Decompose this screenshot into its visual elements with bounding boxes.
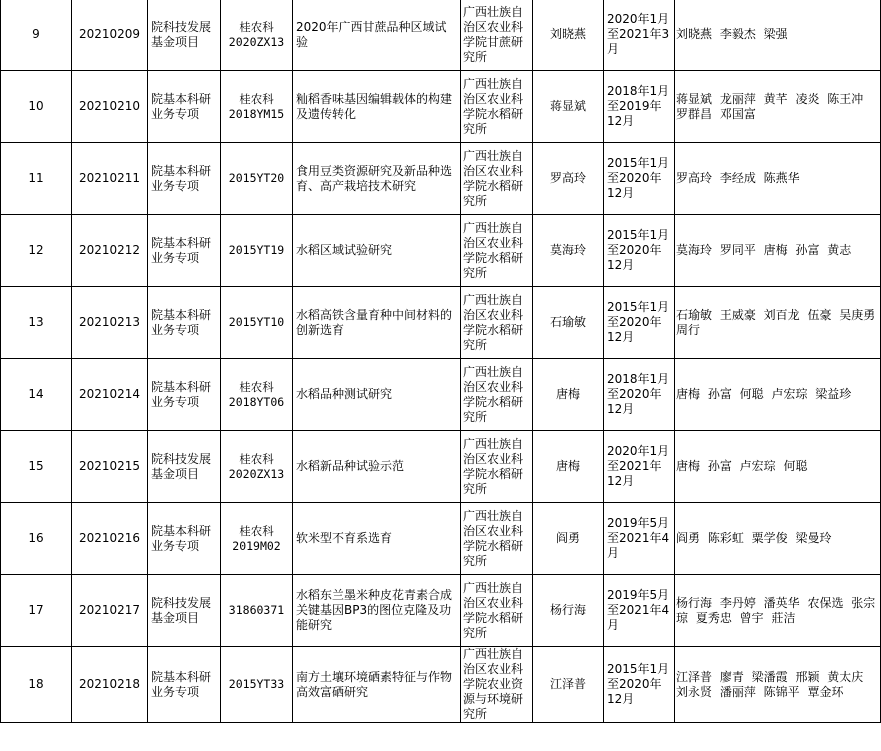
cell-number: 11 xyxy=(1,143,72,215)
table-row xyxy=(1,143,881,215)
cell-number: 10 xyxy=(1,71,72,143)
cell-project-code: 2015YT20 xyxy=(221,143,293,215)
cell-leader: 阎勇 xyxy=(533,503,604,575)
table-row xyxy=(1,287,881,359)
cell-period: 2015年1月至2020年12月 xyxy=(604,647,675,723)
cell-organization: 广西壮族自治区农业科学院水稻研究所 xyxy=(461,215,533,287)
cell-project-type: 院科技发展基金项目 xyxy=(148,0,221,71)
cell-project-type: 院基本科研业务专项 xyxy=(148,647,221,723)
cell-members: 杨行海 李丹婷 潘英华 农保选 张宗琼 夏秀忠 曾宇 莊洁 xyxy=(675,575,881,647)
table-row xyxy=(1,503,881,575)
cell-leader: 石瑜敏 xyxy=(533,287,604,359)
table-row xyxy=(1,71,881,143)
cell-record-id: 20210218 xyxy=(72,647,148,723)
cell-project-type: 院基本科研业务专项 xyxy=(148,287,221,359)
cell-organization: 广西壮族自治区农业科学院水稻研究所 xyxy=(461,359,533,431)
cell-number: 14 xyxy=(1,359,72,431)
cell-project-title: 水稻品种测试研究 xyxy=(293,359,461,431)
table-row xyxy=(1,431,881,503)
cell-project-code: 31860371 xyxy=(221,575,293,647)
cell-leader: 刘晓燕 xyxy=(533,0,604,71)
cell-record-id: 20210212 xyxy=(72,215,148,287)
cell-number: 12 xyxy=(1,215,72,287)
cell-project-code: 桂农科2018YM15 xyxy=(221,71,293,143)
cell-project-title: 软米型不育系选育 xyxy=(293,503,461,575)
cell-members: 江泽普 廖青 梁潘霞 邢颖 黄太庆 刘永贤 潘丽萍 陈锦平 覃金环 xyxy=(675,647,881,723)
cell-project-type: 院基本科研业务专项 xyxy=(148,359,221,431)
cell-members: 石瑜敏 王威豪 刘百龙 伍豪 吴庚勇 周行 xyxy=(675,287,881,359)
cell-record-id: 20210217 xyxy=(72,575,148,647)
table-row xyxy=(1,0,881,71)
cell-project-title: 南方土壤环境硒素特征与作物高效富硒研究 xyxy=(293,647,461,723)
table-row xyxy=(1,647,881,723)
cell-project-code: 桂农科2019M02 xyxy=(221,503,293,575)
cell-number: 15 xyxy=(1,431,72,503)
cell-period: 2019年5月至2021年4月 xyxy=(604,503,675,575)
cell-project-code: 2015YT33 xyxy=(221,647,293,723)
cell-leader: 罗高玲 xyxy=(533,143,604,215)
cell-project-title: 食用豆类资源研究及新品种选育、高产栽培技术研究 xyxy=(293,143,461,215)
cell-project-title: 水稻高铁含量育种中间材料的创新选育 xyxy=(293,287,461,359)
cell-record-id: 20210210 xyxy=(72,71,148,143)
cell-number: 17 xyxy=(1,575,72,647)
cell-organization: 广西壮族自治区农业科学院水稻研究所 xyxy=(461,143,533,215)
cell-period: 2018年1月至2019年12月 xyxy=(604,71,675,143)
cell-record-id: 20210211 xyxy=(72,143,148,215)
cell-leader: 唐梅 xyxy=(533,359,604,431)
cell-leader: 莫海玲 xyxy=(533,215,604,287)
cell-members: 唐梅 孙富 卢宏琮 何聪 xyxy=(675,431,881,503)
cell-organization: 广西壮族自治区农业科学院水稻研究所 xyxy=(461,287,533,359)
cell-project-type: 院基本科研业务专项 xyxy=(148,215,221,287)
cell-project-type: 院基本科研业务专项 xyxy=(148,503,221,575)
cell-project-title: 水稻东兰墨米种皮花青素合成关键基因BP3的图位克隆及功能研究 xyxy=(293,575,461,647)
cell-period: 2015年1月至2020年12月 xyxy=(604,143,675,215)
table-row xyxy=(1,359,881,431)
cell-leader: 唐梅 xyxy=(533,431,604,503)
cell-number: 13 xyxy=(1,287,72,359)
cell-leader: 江泽普 xyxy=(533,647,604,723)
cell-project-title: 水稻区域试验研究 xyxy=(293,215,461,287)
cell-project-code: 2015YT10 xyxy=(221,287,293,359)
cell-record-id: 20210213 xyxy=(72,287,148,359)
cell-members: 阎勇 陈彩虹 粟学俊 梁曼玲 xyxy=(675,503,881,575)
cell-project-code: 2015YT19 xyxy=(221,215,293,287)
cell-project-title: 水稻新品种试验示范 xyxy=(293,431,461,503)
cell-organization: 广西壮族自治区农业科学院水稻研究所 xyxy=(461,503,533,575)
cell-organization: 广西壮族自治区农业科学院水稻研究所 xyxy=(461,431,533,503)
cell-organization: 广西壮族自治区农业科学院甘蔗研究所 xyxy=(461,0,533,71)
cell-number: 16 xyxy=(1,503,72,575)
cell-project-code: 桂农科2020ZX13 xyxy=(221,431,293,503)
cell-record-id: 20210216 xyxy=(72,503,148,575)
cell-record-id: 20210214 xyxy=(72,359,148,431)
cell-period: 2020年1月至2021年12月 xyxy=(604,431,675,503)
table-body xyxy=(1,0,881,723)
cell-project-type: 院科技发展基金项目 xyxy=(148,431,221,503)
cell-period: 2015年1月至2020年12月 xyxy=(604,287,675,359)
cell-project-title: 籼稻香味基因编辑载体的构建及遗传转化 xyxy=(293,71,461,143)
cell-members: 蒋显斌 龙丽萍 黄芊 凌炎 陈王冲 罗群昌 邓国富 xyxy=(675,71,881,143)
cell-period: 2020年1月至2021年3月 xyxy=(604,0,675,71)
cell-members: 罗高玲 李经成 陈燕华 xyxy=(675,143,881,215)
cell-project-type: 院基本科研业务专项 xyxy=(148,71,221,143)
table-row xyxy=(1,215,881,287)
cell-project-type: 院科技发展基金项目 xyxy=(148,575,221,647)
cell-members: 唐梅 孙富 何聪 卢宏琮 梁益珍 xyxy=(675,359,881,431)
cell-record-id: 20210215 xyxy=(72,431,148,503)
cell-leader: 蒋显斌 xyxy=(533,71,604,143)
cell-project-type: 院基本科研业务专项 xyxy=(148,143,221,215)
cell-organization: 广西壮族自治区农业科学院水稻研究所 xyxy=(461,71,533,143)
cell-organization: 广西壮族自治区农业科学院农业资源与环境研究所 xyxy=(461,647,533,723)
cell-organization: 广西壮族自治区农业科学院水稻研究所 xyxy=(461,575,533,647)
table-row xyxy=(1,575,881,647)
cell-project-code: 桂农科2018YT06 xyxy=(221,359,293,431)
cell-number: 9 xyxy=(1,0,72,71)
cell-members: 莫海玲 罗同平 唐梅 孙富 黄志 xyxy=(675,215,881,287)
cell-record-id: 20210209 xyxy=(72,0,148,71)
cell-project-title: 2020年广西甘蔗品种区域试验 xyxy=(293,0,461,71)
cell-number: 18 xyxy=(1,647,72,723)
cell-period: 2019年5月至2021年4月 xyxy=(604,575,675,647)
cell-project-code: 桂农科2020ZX13 xyxy=(221,0,293,71)
cell-leader: 杨行海 xyxy=(533,575,604,647)
cell-period: 2018年1月至2020年12月 xyxy=(604,359,675,431)
cell-period: 2015年1月至2020年12月 xyxy=(604,215,675,287)
cell-members: 刘晓燕 李毅杰 梁强 xyxy=(675,0,881,71)
